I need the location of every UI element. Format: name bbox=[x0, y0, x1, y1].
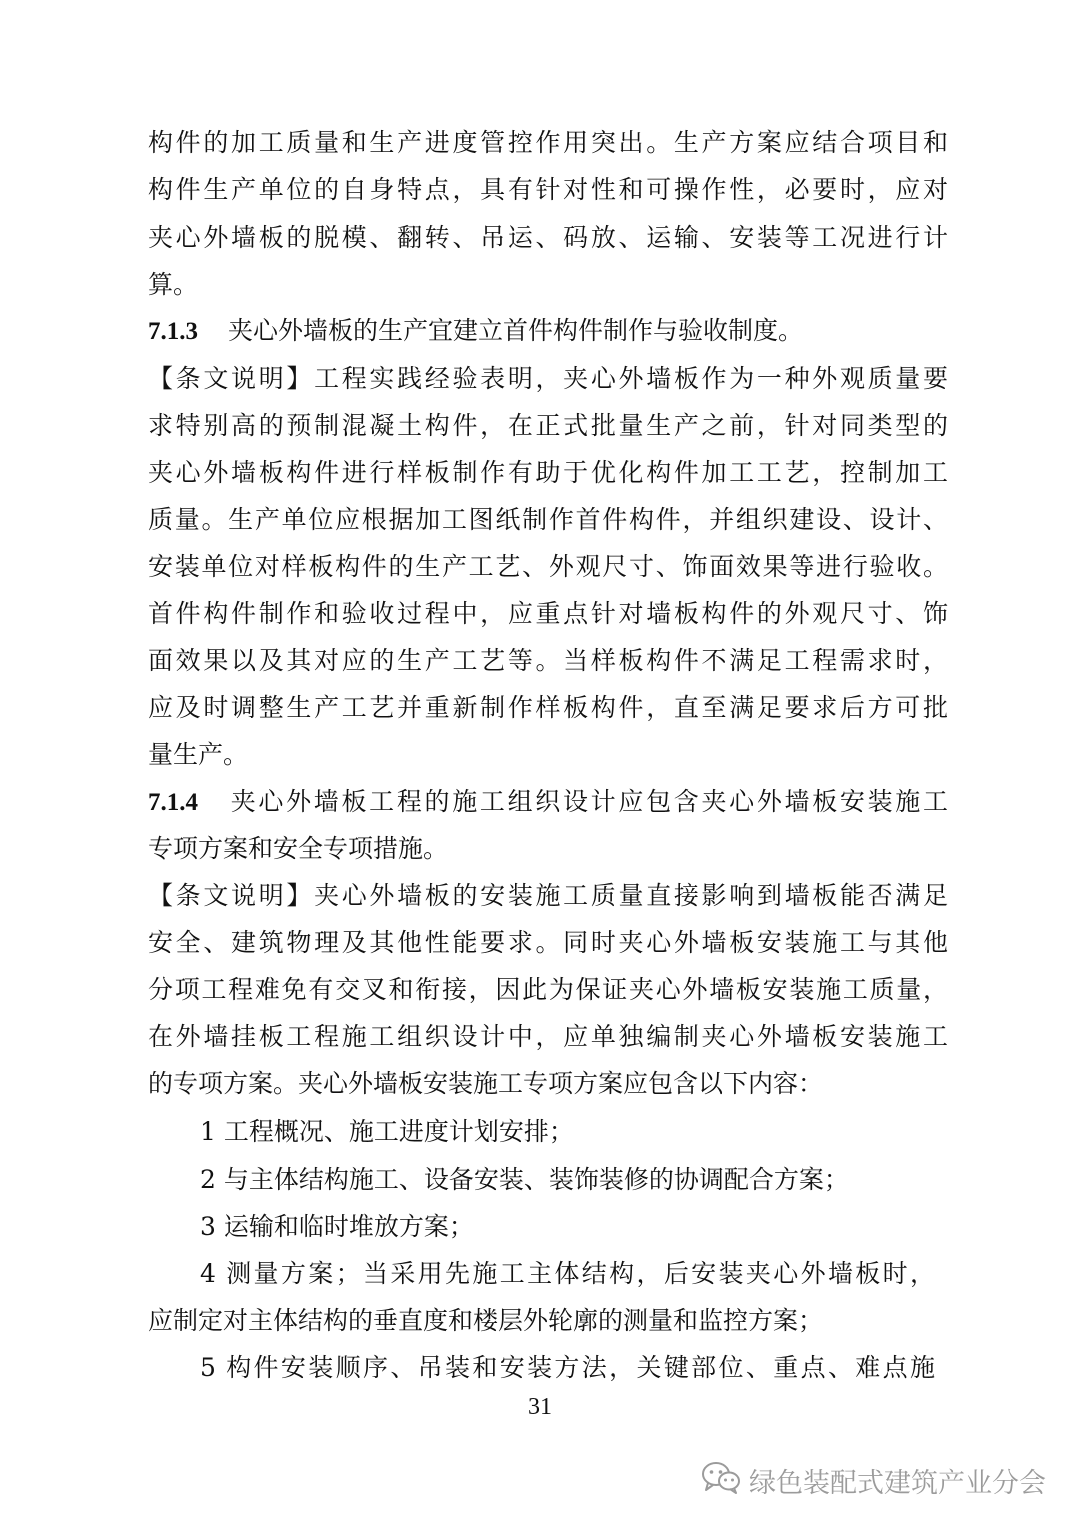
list-item: 4 测量方案；当采用先施工主体结构，后安装夹心外墙板时， bbox=[200, 1259, 935, 1288]
explanation-line: 质量。生产单位应根据加工图纸制作首件构件，并组织建设、设计、 bbox=[148, 505, 948, 534]
explanation-line: 【条文说明】工程实践经验表明，夹心外墙板作为一种外观质量要 bbox=[148, 364, 948, 393]
body-line: 构件生产单位的自身特点，具有针对性和可操作性，必要时，应对 bbox=[148, 175, 948, 204]
clause-text: 夹心外墙板工程的施工组织设计应包含夹心外墙板安装施工 bbox=[228, 787, 948, 816]
watermark bbox=[701, 1460, 1046, 1500]
explanation-line: 应及时调整生产工艺并重新制作样板构件，直至满足要求后方可批 bbox=[148, 693, 948, 722]
explanation-line: 面效果以及其对应的生产工艺等。当样板构件不满足工程需求时， bbox=[148, 646, 948, 675]
clause-heading bbox=[148, 778, 948, 826]
explanation-line: 分项工程难免有交叉和衔接，因此为保证夹心外墙板安装施工质量， bbox=[148, 975, 948, 1004]
explanation-line: 量生产。 bbox=[148, 740, 249, 769]
explanation-line: 在外墙挂板工程施工组织设计中，应单独编制夹心外墙板安装施工 bbox=[148, 1022, 948, 1051]
explanation-line: 安全、建筑物理及其他性能要求。同时夹心外墙板安装施工与其他 bbox=[148, 928, 948, 957]
clause-heading bbox=[148, 307, 948, 355]
clause-number: 7.1.3 bbox=[148, 318, 198, 345]
clause-text-continued: 专项方案和安全专项措施。 bbox=[148, 834, 449, 863]
clause-number: 7.1.4 bbox=[148, 789, 198, 816]
list-item: 5 构件安装顺序、吊装和安装方法，关键部位、重点、难点施 bbox=[200, 1353, 935, 1382]
clause-text: 夹心外墙板的生产宜建立首件构件制作与验收制度。 bbox=[228, 316, 804, 345]
explanation-line: 的专项方案。夹心外墙板安装施工专项方案应包含以下内容： bbox=[148, 1069, 824, 1098]
body-line: 构件的加工质量和生产进度管控作用突出。生产方案应结合项目和 bbox=[148, 128, 948, 157]
explanation-line: 首件构件制作和验收过程中，应重点针对墙板构件的外观尺寸、饰 bbox=[148, 599, 948, 628]
explanation-line: 夹心外墙板构件进行样板制作有助于优化构件加工工艺，控制加工 bbox=[148, 458, 948, 487]
list-item-continued: 应制定对主体结构的垂直度和楼层外轮廓的测量和监控方案； bbox=[148, 1306, 824, 1335]
body-line: 算。 bbox=[148, 270, 199, 299]
explanation-line: 安装单位对样板构件的生产工艺、外观尺寸、饰面效果等进行验收。 bbox=[148, 552, 948, 581]
explanation-line: 求特别高的预制混凝土构件，在正式批量生产之前，针对同类型的 bbox=[148, 411, 948, 440]
body-line: 夹心外墙板的脱模、翻转、吊运、码放、运输、安装等工况进行计 bbox=[148, 223, 948, 252]
page-number: 31 bbox=[528, 1394, 552, 1420]
wechat-icon bbox=[701, 1460, 741, 1501]
explanation-line: 【条文说明】夹心外墙板的安装施工质量直接影响到墙板能否满足 bbox=[148, 881, 948, 910]
list-item: 2 与主体结构施工、设备安装、装饰装修的协调配合方案； bbox=[200, 1165, 849, 1194]
list-item: 3 运输和临时堆放方案； bbox=[200, 1212, 474, 1241]
list-item: 1 工程概况、施工进度计划安排； bbox=[200, 1117, 574, 1146]
watermark-text: 绿色装配式建筑产业分会 bbox=[749, 1467, 1046, 1499]
